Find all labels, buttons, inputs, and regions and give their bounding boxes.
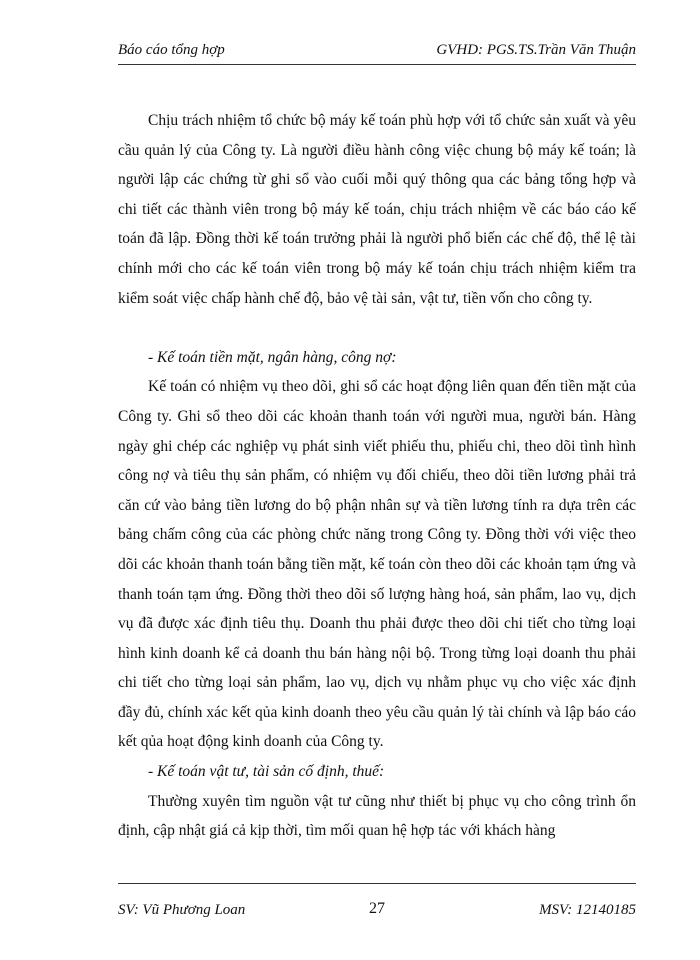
paragraph-materials-accountant: Thường xuyên tìm nguồn vật tư cũng như thiết bị phục vụ cho công trình ổn định, cập nhật giá cả kịp thời, tìm mối quan hệ hợp tác với khách hàng [118, 792, 636, 840]
footer-student-name: SV: Vũ Phương Loan [118, 902, 246, 918]
footer-page-number: 27 [369, 900, 385, 917]
body-text [118, 106, 636, 846]
page-header [118, 40, 636, 65]
subheading-materials-assets-tax: - Kế toán vật tư, tài sản cố định, thuế: [148, 763, 385, 781]
paragraph-cash-accountant: Kế toán có nhiệm vụ theo dõi, ghi sổ các hoạt động liên quan đến tiền mặt của Công ty. Ghi sổ theo dõi các khoản thanh toán với người mua, người bán. Hàng ngày ghi chép các nghiệp vụ phát sinh viết phiếu thu, phiếu chi, theo dõi tình hình công nợ và tiêu thụ sản phẩm, có nhiệm vụ đối chiếu, theo dõi tiền lương phải trả căn cứ vào bảng tiền lương do bộ phận nhân sự và tiền lương tính ra dựa trên các bảng chấm công của các phòng chức năng trong Công ty. Đồng thời với việc theo dõi các khoản thanh toán bằng tiền mặt, kế toán còn theo dõi các khoản tạm ứng và thanh toán tạm ứng. Đồng thời theo dõi số lượng hàng hoá, sản phẩm, lao vụ, dịch vụ đã được xác định tiêu thụ. Doanh thu phải được theo dõi chi tiết cho từng loại hình kinh doanh kể cả doanh thu bán hàng nội bộ. Trong từng loại doanh thu phải chi tiết cho từng loại sản phẩm, lao vụ, dịch vụ nhằm phục vụ cho việc xác định đầy đủ, chính xác kết qủa kinh doanh theo yêu cầu quản lý tài chính và lập báo cáo kết qủa hoạt động kinh doanh của Công ty. [118, 378, 636, 751]
footer-student-id: MSV: 12140185 [539, 902, 636, 918]
paragraph-chief-accountant: Chịu trách nhiệm tổ chức bộ máy kế toán phù hợp với tổ chức sản xuất và yêu cầu quản lý của Công ty. Là người điều hành công việc chung bộ máy kế toán; là người lập các chứng từ ghi sổ vào cuối mỗi quý thông qua các bảng tổng hợp và chi tiết các thành viên trong bộ máy kế toán, chịu trách nhiệm về các báo cáo kế toán đã lập. Đồng thời kế toán trưởng phải là người phổ biến các chế độ, thể lệ tài chính mới cho các kế toán viên trong bộ máy kế toán chịu trách nhiệm kiểm tra kiểm soát việc chấp hành chế độ, bảo vệ tài sản, vật tư, tiền vốn cho công ty. [118, 112, 636, 307]
header-supervisor: GVHD: PGS.TS.Trần Văn Thuận [436, 42, 636, 58]
paragraph-gap [118, 313, 636, 343]
subheading-cash-bank-debt: - Kế toán tiền mặt, ngân hàng, công nợ: [148, 348, 397, 366]
page-footer [118, 883, 636, 924]
header-report-title: Báo cáo tổng hợp [118, 42, 225, 58]
